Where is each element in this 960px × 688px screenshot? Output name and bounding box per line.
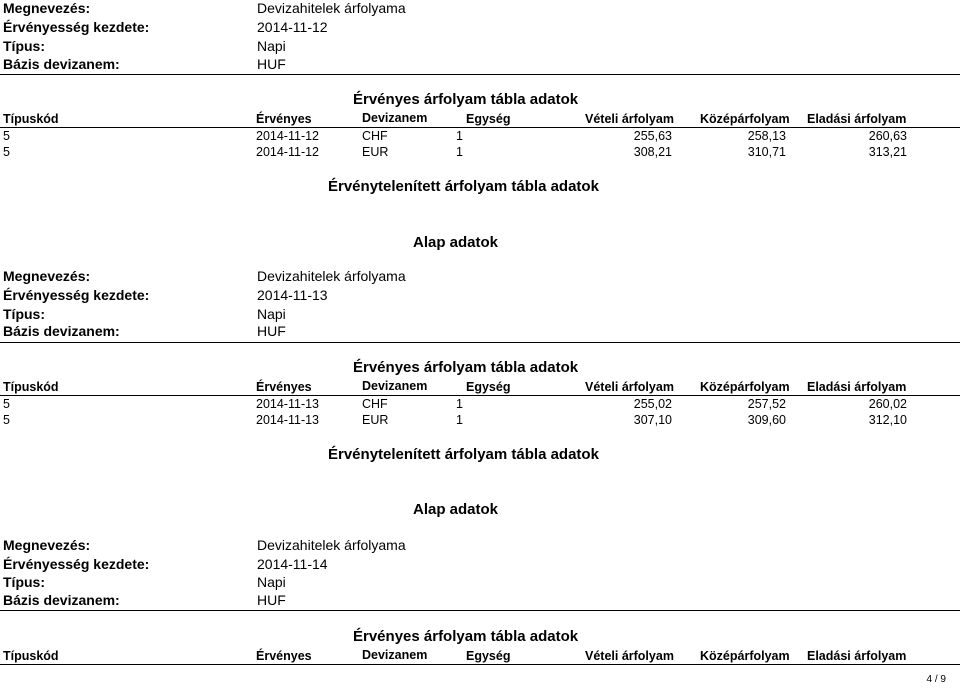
cell-buy-rate: 308,21 bbox=[633, 145, 672, 159]
cell-unit: 1 bbox=[456, 413, 463, 427]
type-value: Napi bbox=[257, 574, 286, 590]
col-currency: Devizanem bbox=[362, 111, 428, 125]
divider bbox=[0, 342, 960, 343]
col-valid: Érvényes bbox=[256, 380, 312, 394]
cell-currency: CHF bbox=[362, 397, 388, 411]
name-value: Devizahitelek árfolyama bbox=[257, 537, 406, 553]
col-buy-rate: Vételi árfolyam bbox=[585, 649, 674, 663]
table-header-rule bbox=[0, 664, 960, 665]
name-label: Megnevezés: bbox=[3, 0, 91, 16]
cell-buy-rate: 307,10 bbox=[633, 413, 672, 427]
col-unit: Egység bbox=[466, 649, 511, 663]
valid-table-title: Érvényes árfolyam tábla adatok bbox=[353, 91, 579, 108]
type-value: Napi bbox=[257, 306, 286, 322]
cell-unit: 1 bbox=[456, 129, 463, 143]
cell-sell-rate: 312,10 bbox=[868, 413, 907, 427]
type-label: Típus: bbox=[3, 574, 45, 590]
page-number: 4 / 9 bbox=[926, 674, 946, 685]
type-label: Típus: bbox=[3, 306, 45, 322]
cell-valid: 2014-11-12 bbox=[256, 145, 320, 159]
col-valid: Érvényes bbox=[256, 649, 312, 663]
valid-from-label: Érvényesség kezdete: bbox=[3, 556, 150, 572]
type-value: Napi bbox=[257, 38, 286, 54]
cell-type-code: 5 bbox=[3, 397, 10, 411]
base-currency-value: HUF bbox=[257, 592, 286, 608]
col-currency: Devizanem bbox=[362, 379, 428, 393]
cell-unit: 1 bbox=[456, 145, 463, 159]
col-unit: Egység bbox=[466, 112, 511, 126]
valid-from-label: Érvényesség kezdete: bbox=[3, 287, 150, 303]
invalid-table-title: Érvénytelenített árfolyam tábla adatok bbox=[328, 178, 599, 195]
col-valid: Érvényes bbox=[256, 112, 312, 126]
col-mid-rate: Középárfolyam bbox=[700, 649, 790, 663]
col-buy-rate: Vételi árfolyam bbox=[585, 112, 674, 126]
col-sell-rate: Eladási árfolyam bbox=[807, 380, 907, 394]
invalid-table-title: Érvénytelenített árfolyam tábla adatok bbox=[328, 446, 599, 463]
divider bbox=[0, 74, 960, 75]
cell-type-code: 5 bbox=[3, 413, 10, 427]
valid-table-title: Érvényes árfolyam tábla adatok bbox=[353, 628, 579, 645]
name-value: Devizahitelek árfolyama bbox=[257, 268, 406, 284]
cell-type-code: 5 bbox=[3, 129, 10, 143]
cell-sell-rate: 313,21 bbox=[868, 145, 907, 159]
col-sell-rate: Eladási árfolyam bbox=[807, 649, 907, 663]
cell-mid-rate: 310,71 bbox=[747, 145, 786, 159]
base-currency-value: HUF bbox=[257, 323, 286, 339]
basic-data-title: Alap adatok bbox=[413, 234, 499, 251]
valid-from-label: Érvényesség kezdete: bbox=[3, 19, 150, 35]
col-type-code: Típuskód bbox=[3, 649, 59, 663]
type-label: Típus: bbox=[3, 38, 45, 54]
valid-from-value: 2014-11-12 bbox=[257, 19, 328, 35]
cell-mid-rate: 309,60 bbox=[747, 413, 786, 427]
divider bbox=[0, 610, 960, 611]
col-mid-rate: Középárfolyam bbox=[700, 112, 790, 126]
name-label: Megnevezés: bbox=[3, 268, 91, 284]
cell-sell-rate: 260,63 bbox=[868, 129, 907, 143]
name-label: Megnevezés: bbox=[3, 537, 91, 553]
cell-valid: 2014-11-13 bbox=[256, 413, 320, 427]
col-mid-rate: Középárfolyam bbox=[700, 380, 790, 394]
cell-currency: CHF bbox=[362, 129, 388, 143]
cell-valid: 2014-11-13 bbox=[256, 397, 320, 411]
cell-mid-rate: 258,13 bbox=[747, 129, 786, 143]
base-currency-label: Bázis devizanem: bbox=[3, 323, 120, 339]
cell-mid-rate: 257,52 bbox=[747, 397, 786, 411]
basic-data-title: Alap adatok bbox=[413, 501, 499, 518]
name-value: Devizahitelek árfolyama bbox=[257, 0, 406, 16]
cell-unit: 1 bbox=[456, 397, 463, 411]
valid-from-value: 2014-11-13 bbox=[257, 287, 328, 303]
valid-from-value: 2014-11-14 bbox=[257, 556, 328, 572]
col-type-code: Típuskód bbox=[3, 380, 59, 394]
base-currency-label: Bázis devizanem: bbox=[3, 56, 120, 72]
col-unit: Egység bbox=[466, 380, 511, 394]
table-header-rule bbox=[0, 395, 960, 396]
table-header-rule bbox=[0, 127, 960, 128]
col-type-code: Típuskód bbox=[3, 112, 59, 126]
cell-type-code: 5 bbox=[3, 145, 10, 159]
base-currency-value: HUF bbox=[257, 56, 286, 72]
valid-table-title: Érvényes árfolyam tábla adatok bbox=[353, 359, 579, 376]
cell-sell-rate: 260,02 bbox=[868, 397, 907, 411]
cell-currency: EUR bbox=[362, 413, 389, 427]
cell-buy-rate: 255,63 bbox=[633, 129, 672, 143]
col-sell-rate: Eladási árfolyam bbox=[807, 112, 907, 126]
base-currency-label: Bázis devizanem: bbox=[3, 592, 120, 608]
col-buy-rate: Vételi árfolyam bbox=[585, 380, 674, 394]
col-currency: Devizanem bbox=[362, 648, 428, 662]
cell-valid: 2014-11-12 bbox=[256, 129, 320, 143]
cell-buy-rate: 255,02 bbox=[633, 397, 672, 411]
cell-currency: EUR bbox=[362, 145, 389, 159]
